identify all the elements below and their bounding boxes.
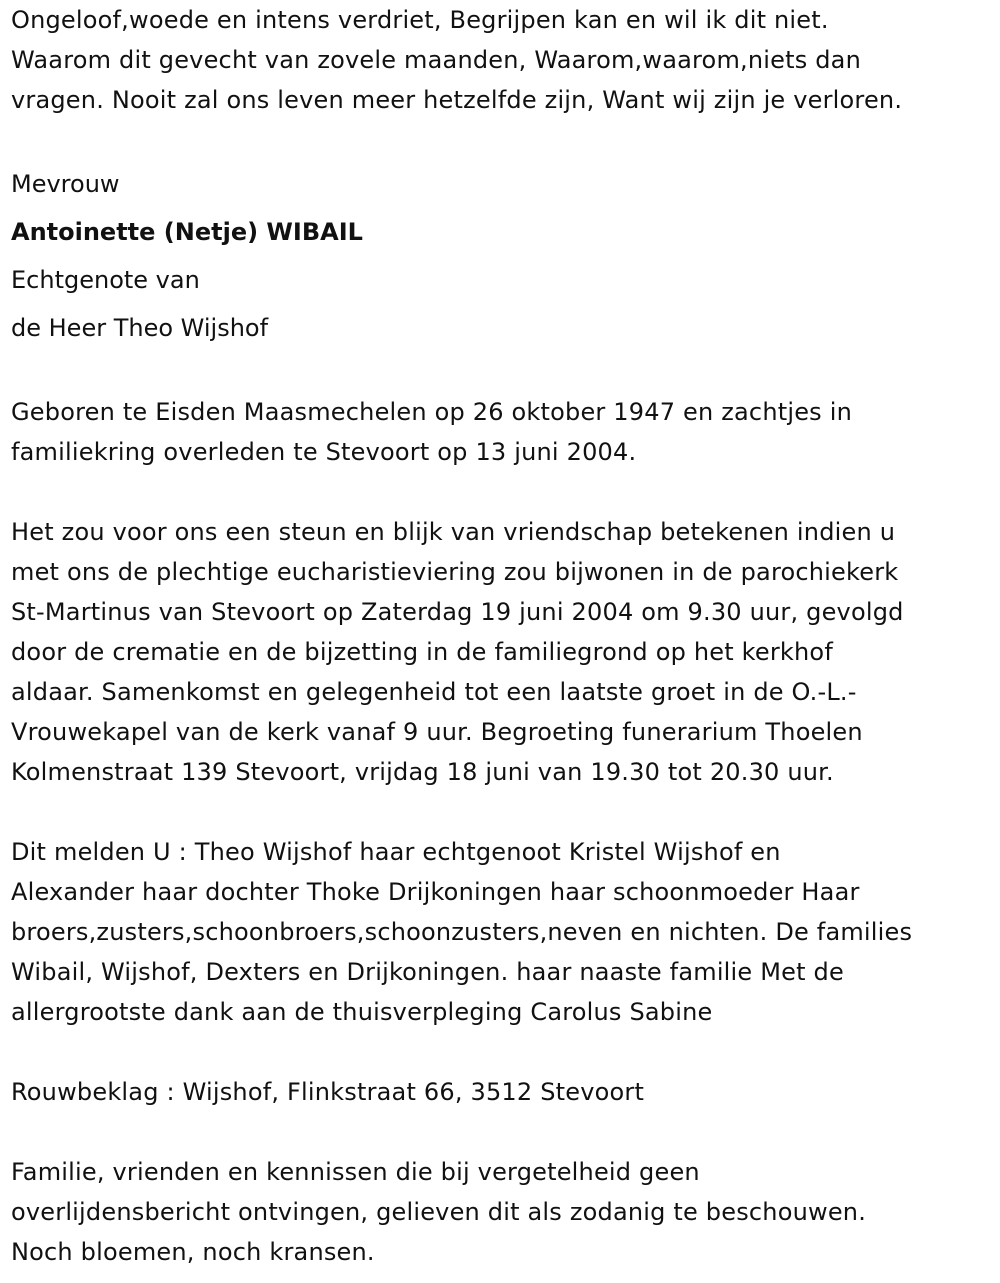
relation-label: Echtgenote van [11,266,200,294]
closing-paragraph [11,1152,996,1272]
poem-paragraph [11,0,996,120]
closing-line: Familie, vrienden en kennissen die bij vergetelheid geen [11,1158,700,1186]
ceremony-line: met ons de plechtige eucharistieviering zou bijwonen in de parochiekerk [11,558,899,586]
announcers-line: allergrootste dank aan de thuisverpleging Carolus Sabine [11,998,713,1026]
birth-death-line: Geboren te Eisden Maasmechelen op 26 oktober 1947 en zachtjes in [11,398,852,426]
poem-line: Waarom dit gevecht van zovele maanden, Waarom,waarom,niets dan [11,46,861,74]
obituary-document [11,0,996,1272]
announcers-line: Dit melden U : Theo Wijshof haar echtgenoot Kristel Wijshof en [11,838,781,866]
birth-death-line: familiekring overleden te Stevoort op 13 juni 2004. [11,438,637,466]
closing-line: overlijdensbericht ontvingen, gelieven dit als zodanig te beschouwen. [11,1198,867,1226]
ceremony-paragraph [11,512,996,792]
announcers-line: Alexander haar dochter Thoke Drijkoningen haar schoonmoeder Haar [11,878,860,906]
ceremony-line: St-Martinus van Stevoort op Zaterdag 19 juni 2004 om 9.30 uur, gevolgd [11,598,904,626]
salutation: Mevrouw [11,170,120,198]
poem-line: vragen. Nooit zal ons leven meer hetzelfde zijn, Want wij zijn je verloren. [11,86,903,114]
announcers-line: broers,zusters,schoonbroers,schoonzusters,neven en nichten. De families [11,918,913,946]
announcers-paragraph [11,832,996,1032]
ceremony-line: aldaar. Samenkomst en gelegenheid tot een laatste groet in de O.-L.- [11,678,857,706]
ceremony-line: Vrouwekapel van de kerk vanaf 9 uur. Begroeting funerarium Thoelen [11,718,863,746]
announcers-line: Wibail, Wijshof, Dexters en Drijkoningen. haar naaste familie Met de [11,958,844,986]
condolence-address: Rouwbeklag : Wijshof, Flinkstraat 66, 3512 Stevoort [11,1078,645,1106]
ceremony-line: door de crematie en de bijzetting in de familiegrond op het kerkhof [11,638,833,666]
birth-death-paragraph [11,392,996,472]
ceremony-line: Kolmenstraat 139 Stevoort, vrijdag 18 juni van 19.30 tot 20.30 uur. [11,758,834,786]
deceased-name: Antoinette (Netje) WIBAIL [11,218,363,246]
closing-line: Noch bloemen, noch kransen. [11,1238,375,1266]
spouse-name: de Heer Theo Wijshof [11,314,269,342]
ceremony-line: Het zou voor ons een steun en blijk van vriendschap betekenen indien u [11,518,896,546]
poem-line: Ongeloof,woede en intens verdriet, Begrijpen kan en wil ik dit niet. [11,6,829,34]
